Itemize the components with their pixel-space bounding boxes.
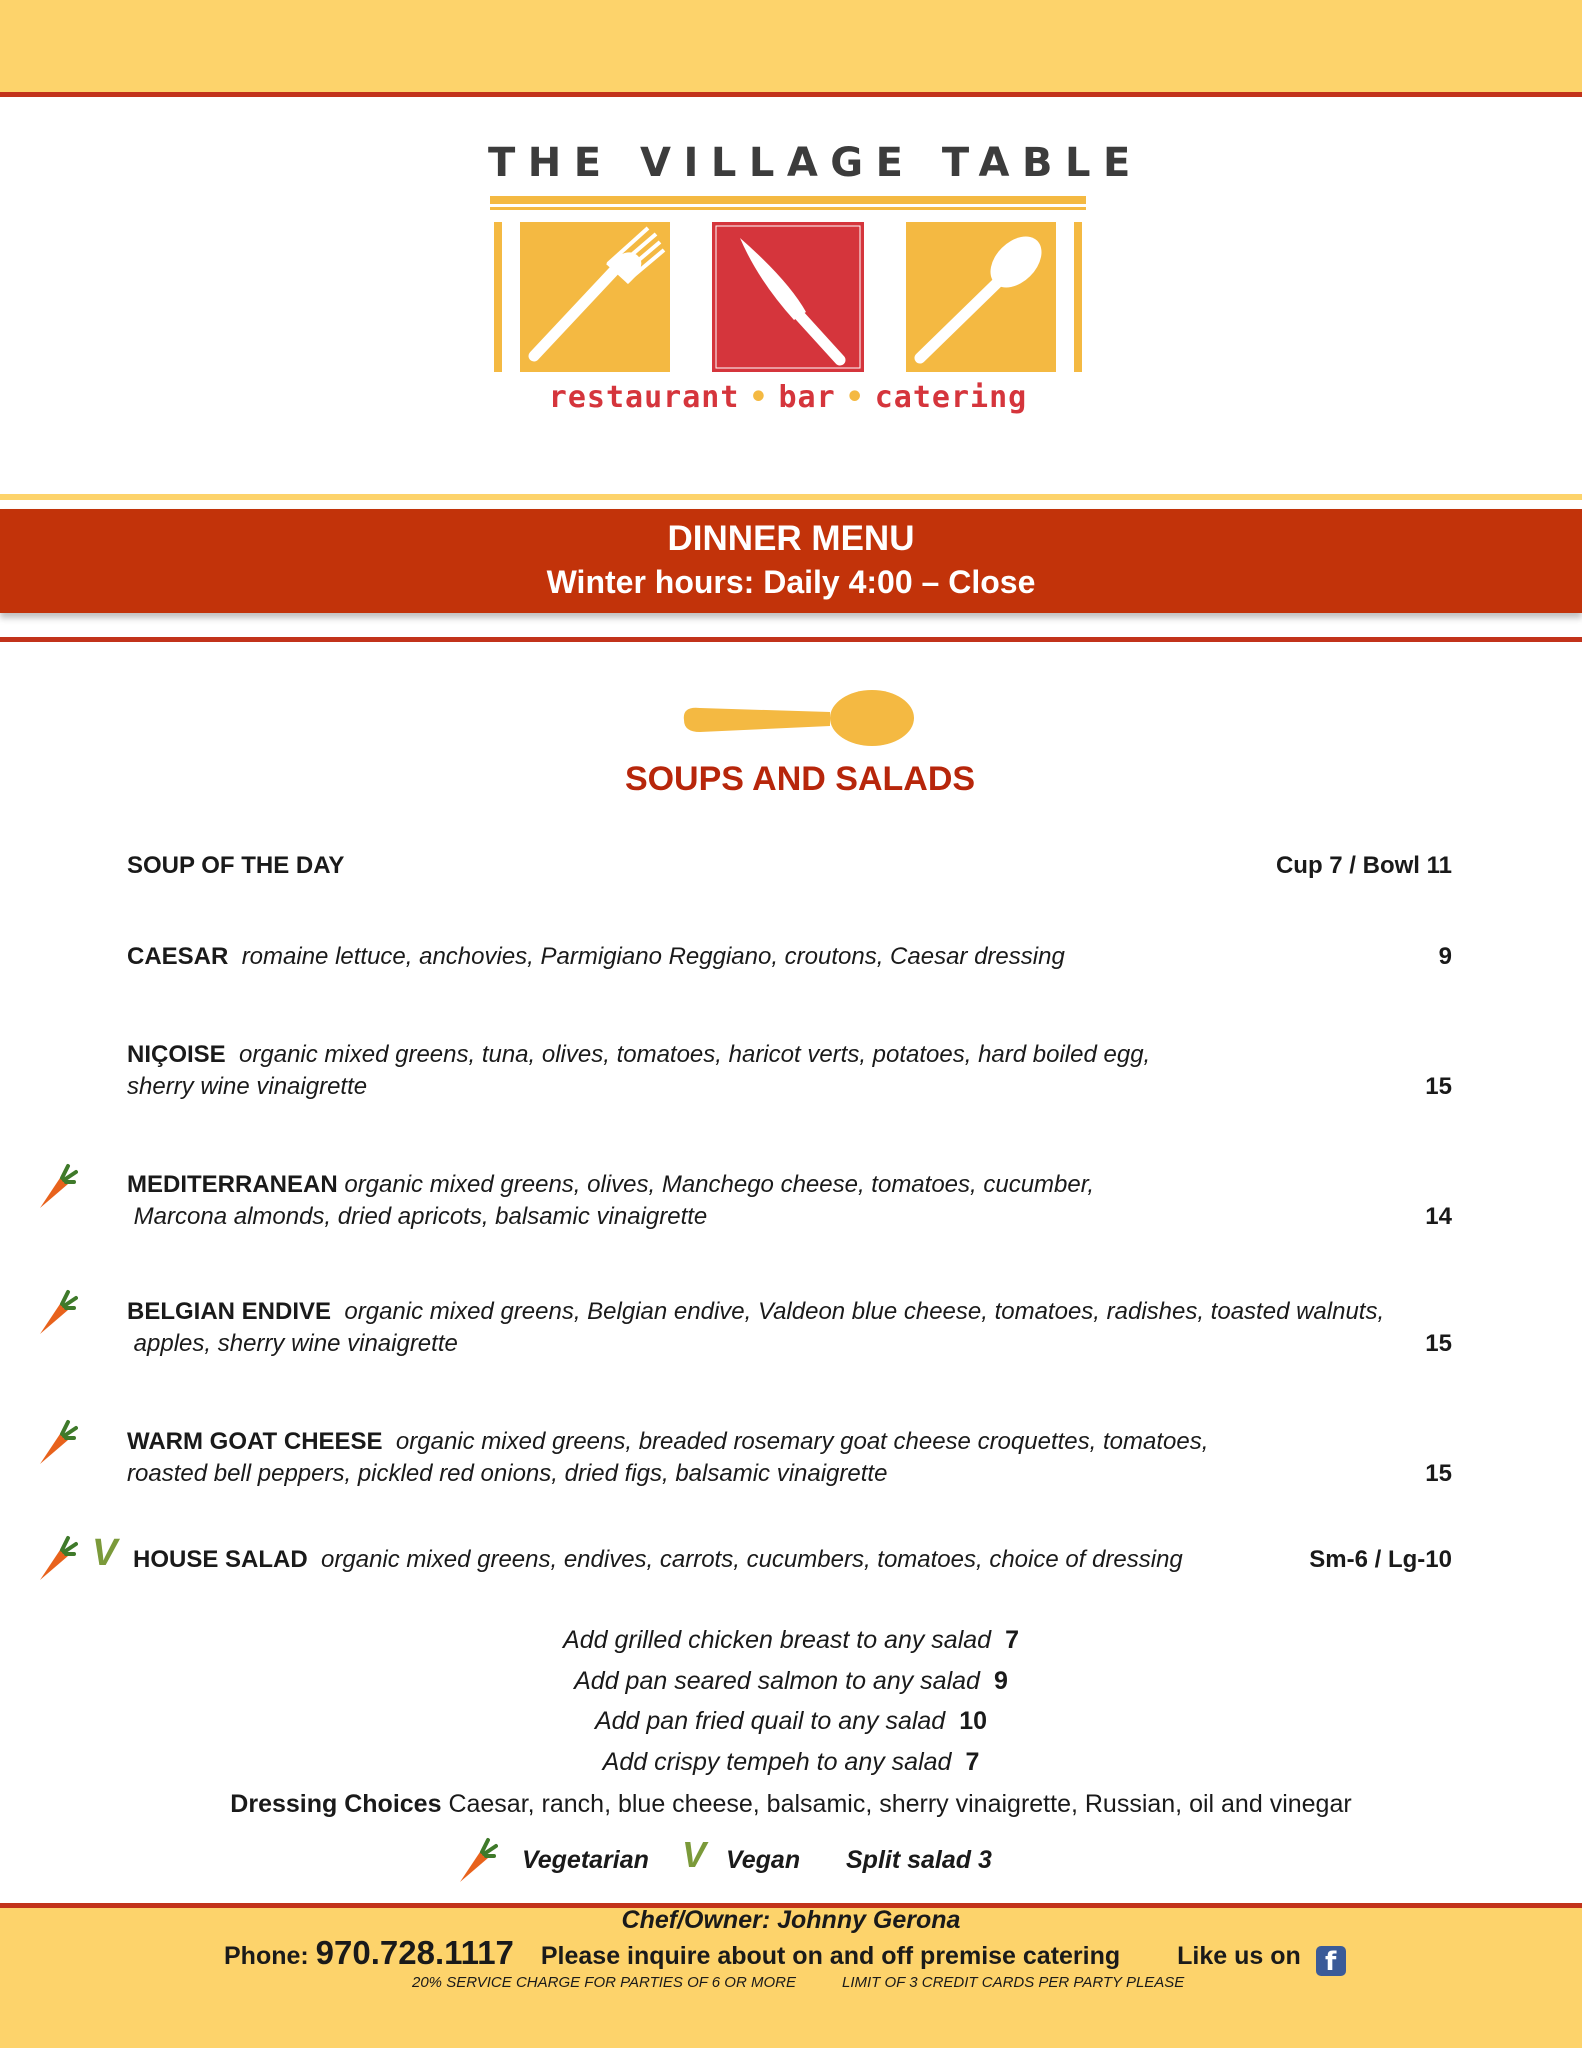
contact-line [224, 1934, 1346, 1976]
spoon-icon [906, 222, 1056, 372]
logo-emblem [488, 220, 1088, 380]
top-yellow-band [0, 0, 1582, 92]
item-description-cont: roasted bell peppers, pickled red onions, dried figs, balsamic vinaigrette [127, 1460, 888, 1487]
vegan-mark: V [682, 1834, 707, 1875]
dressing-label: Dressing Choices [230, 1790, 442, 1818]
logo-rule-thin [490, 207, 1086, 210]
fork-icon [520, 222, 670, 372]
item-description: romaine lettuce, anchovies, Parmigiano Reggiano, croutons, Caesar dressing [241, 943, 1065, 970]
addon-price: 9 [993, 1667, 1008, 1695]
item-name: MEDITERRANEAN [127, 1171, 338, 1198]
item-description: organic mixed greens, tuna, olives, tomatoes, haricot verts, potatoes, hard boiled egg, [239, 1041, 1151, 1068]
section-title: SOUPS AND SALADS [624, 760, 976, 798]
chef-line: Chef/Owner: Johnny Gerona [621, 1906, 961, 1934]
phone-label: Phone: [224, 1942, 309, 1970]
addon-line [0, 1748, 1582, 1777]
logo-title: THE VILLAGE TABLE [488, 140, 1143, 186]
catering-note: Please inquire about on and off premise catering [540, 1942, 1121, 1970]
item-price: 15 [1425, 1330, 1452, 1357]
top-red-rule [0, 92, 1582, 97]
spoon-icon [680, 686, 916, 746]
item-name: WARM GOAT CHEESE [127, 1428, 383, 1455]
logo-tagline [488, 380, 1088, 415]
credit-card-note: LIMIT OF 3 CREDIT CARDS PER PARTY PLEASE [842, 1974, 1185, 1991]
carrot-icon [34, 1288, 78, 1338]
legend-vegetarian: Vegetarian [522, 1846, 649, 1874]
phone-number[interactable]: 970.728.1117 [315, 1934, 514, 1971]
menu-item [127, 850, 1452, 882]
menu-item [127, 1296, 1452, 1360]
legend [450, 1834, 1150, 1884]
item-name: HOUSE SALAD [133, 1546, 308, 1573]
addon-price: 7 [965, 1748, 980, 1776]
service-charge-note: 20% SERVICE CHARGE FOR PARTIES OF 6 OR MORE [412, 1974, 796, 1991]
menu-item [127, 1426, 1452, 1490]
item-price: Cup 7 / Bowl 11 [1275, 852, 1452, 879]
item-price: 15 [1425, 1460, 1452, 1487]
item-name: SOUP OF THE DAY [127, 852, 345, 879]
item-price: Sm-6 / Lg-10 [1309, 1546, 1452, 1573]
dressing-options: Caesar, ranch, blue cheese, balsamic, sherry vinaigrette, Russian, oil and vinegar [448, 1790, 1352, 1818]
item-price: 14 [1425, 1203, 1452, 1230]
addon-line [0, 1707, 1582, 1736]
item-name: NIÇOISE [127, 1041, 226, 1068]
menu-item [127, 1169, 1452, 1233]
tagline-bar: bar [778, 380, 836, 415]
dressing-choices [0, 1790, 1582, 1819]
addon-price: 10 [959, 1707, 988, 1735]
logo-right-stripe [1074, 222, 1082, 372]
addon-line [0, 1667, 1582, 1696]
addon-text: Add grilled chicken breast to any salad [563, 1626, 992, 1654]
item-description-cont: Marcona almonds, dried apricots, balsamic vinaigrette [133, 1203, 708, 1230]
menu-item [127, 941, 1452, 973]
addon-text: Add crispy tempeh to any salad [602, 1748, 952, 1776]
item-description: organic mixed greens, breaded rosemary goat cheese croquettes, tomatoes, [395, 1428, 1209, 1455]
facebook-icon[interactable]: f [1316, 1946, 1346, 1976]
item-description-cont: sherry wine vinaigrette [127, 1073, 368, 1100]
tagline-catering: catering [874, 380, 1028, 415]
addon-text: Add pan fried quail to any salad [594, 1707, 946, 1735]
logo-left-stripe [494, 222, 502, 372]
menu-item [127, 1039, 1452, 1103]
knife-icon [712, 222, 864, 372]
item-price: 15 [1425, 1073, 1452, 1100]
legend-vegan: Vegan [726, 1846, 801, 1874]
addon-price: 7 [1005, 1626, 1019, 1654]
carrot-icon [34, 1162, 78, 1212]
item-description: organic mixed greens, Belgian endive, Valdeon blue cheese, tomatoes, radishes, toasted walnuts, [344, 1298, 1385, 1325]
like-us-text: Like us on [1177, 1942, 1301, 1970]
menu-header-band [0, 509, 1582, 613]
carrot-icon [454, 1836, 498, 1886]
menu-title: DINNER MENU [667, 519, 915, 558]
item-name: BELGIAN ENDIVE [127, 1298, 332, 1325]
item-description-cont: apples, sherry wine vinaigrette [133, 1330, 458, 1357]
item-name: CAESAR [127, 943, 229, 970]
header-yellow-rule [0, 494, 1582, 500]
tagline-dot: • [845, 380, 865, 415]
tagline-dot: • [749, 380, 769, 415]
addon-line [0, 1626, 1582, 1655]
menu-item [133, 1544, 1452, 1576]
logo [488, 140, 1143, 440]
carrot-icon [34, 1534, 78, 1584]
addon-text: Add pan seared salmon to any salad [574, 1667, 980, 1695]
logo-rule [490, 196, 1086, 204]
vegan-mark: V [92, 1532, 118, 1574]
item-description: organic mixed greens, olives, Manchego cheese, tomatoes, cucumber, [344, 1171, 1095, 1198]
header-red-rule [0, 637, 1582, 642]
carrot-icon [34, 1418, 78, 1468]
tagline-restaurant: restaurant [548, 380, 740, 415]
item-description: organic mixed greens, endives, carrots, cucumbers, tomatoes, choice of dressing [321, 1546, 1183, 1573]
legend-split: Split salad 3 [846, 1846, 992, 1874]
menu-hours: Winter hours: Daily 4:00 – Close [546, 564, 1036, 600]
item-price: 9 [1438, 943, 1452, 970]
